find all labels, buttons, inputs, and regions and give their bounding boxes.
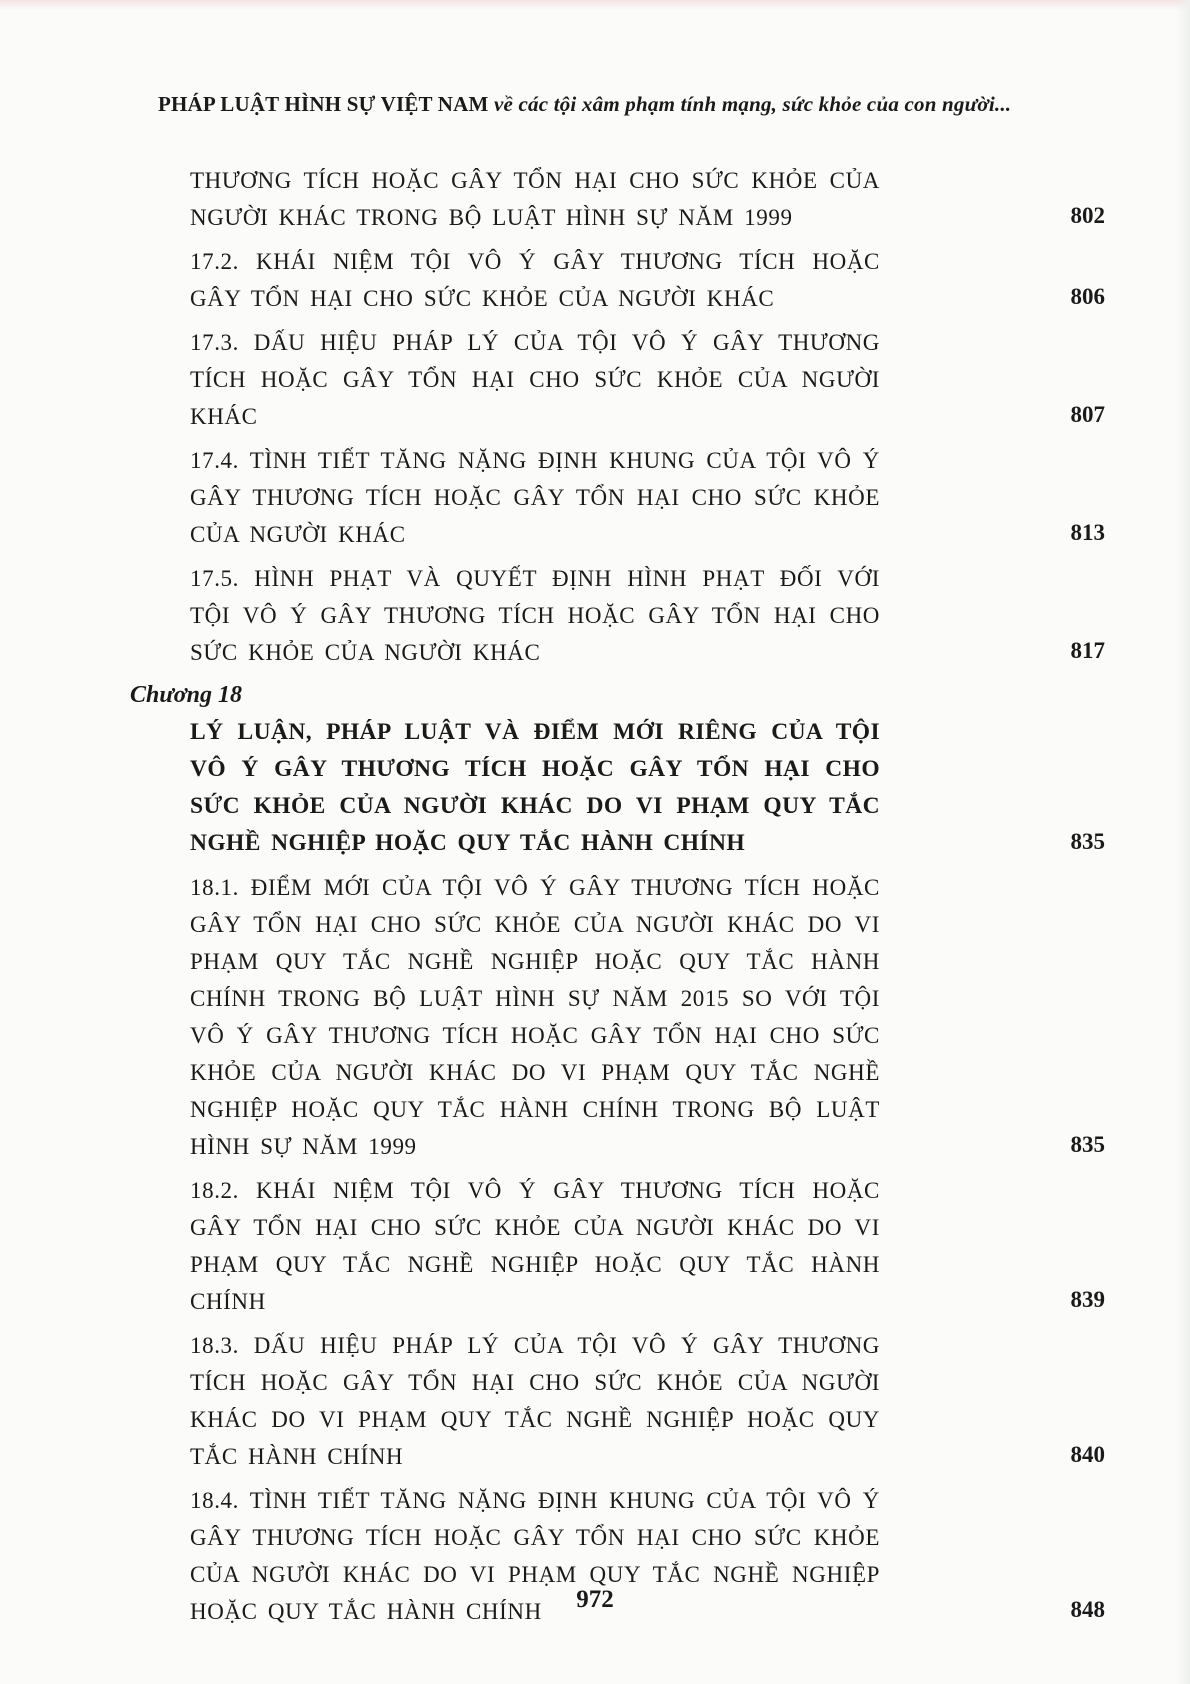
toc-entry-text: THƯƠNG TÍCH HOẶC GÂY TỔN HẠI CHO SỨC KHỎE CỦA NGƯỜI KHÁC TRONG BỘ LUẬT HÌNH SỰ NĂM 1999 bbox=[190, 168, 880, 230]
toc-entry-page: 802 bbox=[1070, 203, 1105, 228]
chapter-page: 835 bbox=[1070, 829, 1105, 854]
running-header bbox=[158, 92, 1118, 117]
toc-entry bbox=[190, 560, 1105, 671]
toc-entry-text: 18.3. DẤU HIỆU PHÁP LÝ CỦA TỘI VÔ Ý GÂY THƯƠNG TÍCH HOẶC GÂY TỔN HẠI CHO SỨC KHỎE CỦA NGƯỜI KHÁC DO VI PHẠM QUY TẮC NGHỀ NGHIỆP HOẶC QUY TẮC HÀNH CHÍNH bbox=[190, 1333, 880, 1469]
toc-entry bbox=[190, 243, 1105, 317]
toc-entry-text: 18.1. ĐIỂM MỚI CỦA TỘI VÔ Ý GÂY THƯƠNG TÍCH HOẶC GÂY TỔN HẠI CHO SỨC KHỎE CỦA NGƯỜI KHÁC DO VI PHẠM QUY TẮC NGHỀ NGHIỆP HOẶC QUY TẮC HÀNH CHÍNH TRONG BỘ LUẬT HÌNH SỰ NĂM 2015 SO VỚI TỘI VÔ Ý GÂY THƯƠNG TÍCH HOẶC GÂY TỔN HẠI CHO SỨC KHỎE CỦA NGƯỜI KHÁC DO VI PHẠM QUY TẮC NGHỀ NGHIỆP HOẶC QUY TẮC HÀNH CHÍNH TRONG BỘ LUẬT HÌNH SỰ NĂM 1999 bbox=[190, 875, 880, 1159]
chapter-label: Chương 18 bbox=[130, 682, 242, 708]
toc-entry-page: 835 bbox=[1070, 1132, 1105, 1157]
toc-entry bbox=[190, 442, 1105, 553]
toc-entry-text: 18.2. KHÁI NIỆM TỘI VÔ Ý GÂY THƯƠNG TÍCH HOẶC GÂY TỔN HẠI CHO SỨC KHỎE CỦA NGƯỜI KHÁC DO VI PHẠM QUY TẮC NGHỀ NGHIỆP HOẶC QUY TẮC HÀNH CHÍNH bbox=[190, 1178, 880, 1314]
toc-entry bbox=[190, 1172, 1105, 1320]
toc-entry-page: 807 bbox=[1070, 402, 1105, 427]
running-header-bold: PHÁP LUẬT HÌNH SỰ VIỆT NAM bbox=[158, 92, 489, 116]
toc-entry-page: 839 bbox=[1070, 1287, 1105, 1312]
running-header-italic: về các tội xâm phạm tính mạng, sức khỏe của con người... bbox=[494, 92, 1012, 116]
toc-entry-page: 813 bbox=[1070, 520, 1105, 545]
toc-entry-page: 817 bbox=[1070, 638, 1105, 663]
toc-entry-text: 17.3. DẤU HIỆU PHÁP LÝ CỦA TỘI VÔ Ý GÂY THƯƠNG TÍCH HOẶC GÂY TỔN HẠI CHO SỨC KHỎE CỦA NGƯỜI KHÁC bbox=[190, 330, 880, 429]
toc-entry bbox=[190, 869, 1105, 1165]
toc-entry-text: 17.2. KHÁI NIỆM TỘI VÔ Ý GÂY THƯƠNG TÍCH HOẶC GÂY TỔN HẠI CHO SỨC KHỎE CỦA NGƯỜI KHÁC bbox=[190, 249, 880, 311]
toc-entry-text: 18.4. TÌNH TIẾT TĂNG NẶNG ĐỊNH KHUNG CỦA TỘI VÔ Ý GÂY THƯƠNG TÍCH HOẶC GÂY TỔN HẠI CHO SỨC KHỎE CỦA NGƯỜI KHÁC DO VI PHẠM QUY TẮC NGHỀ NGHIỆP HOẶC QUY TẮC HÀNH CHÍNH bbox=[190, 1488, 880, 1624]
toc-entry-text: 17.4. TÌNH TIẾT TĂNG NẶNG ĐỊNH KHUNG CỦA TỘI VÔ Ý GÂY THƯƠNG TÍCH HOẶC GÂY TỔN HẠI CHO SỨC KHỎE CỦA NGƯỜI KHÁC bbox=[190, 448, 880, 547]
page-edge-shadow bbox=[1176, 0, 1190, 1684]
table-of-contents bbox=[130, 162, 1105, 1637]
chapter-title-entry bbox=[190, 714, 1105, 862]
toc-entry bbox=[190, 1327, 1105, 1475]
toc-entry-page: 840 bbox=[1070, 1442, 1105, 1467]
chapter-title: LÝ LUẬN, PHÁP LUẬT VÀ ĐIỂM MỚI RIÊNG CỦA TỘI VÔ Ý GÂY THƯƠNG TÍCH HOẶC GÂY TỔN HẠI CHO SỨC KHỎE CỦA NGƯỜI KHÁC DO VI PHẠM QUY TẮC NGHỀ NGHIỆP HOẶC QUY TẮC HÀNH CHÍNH bbox=[190, 719, 880, 856]
toc-entry bbox=[190, 324, 1105, 435]
toc-entry-page: 848 bbox=[1070, 1597, 1105, 1622]
toc-entry-text: 17.5. HÌNH PHẠT VÀ QUYẾT ĐỊNH HÌNH PHẠT ĐỐI VỚI TỘI VÔ Ý GÂY THƯƠNG TÍCH HOẶC GÂY TỔN HẠI CHO SỨC KHỎE CỦA NGƯỜI KHÁC bbox=[190, 566, 880, 665]
toc-entry-page: 806 bbox=[1070, 284, 1105, 309]
toc-entry bbox=[190, 162, 1105, 236]
page-number: 972 bbox=[576, 1586, 614, 1613]
